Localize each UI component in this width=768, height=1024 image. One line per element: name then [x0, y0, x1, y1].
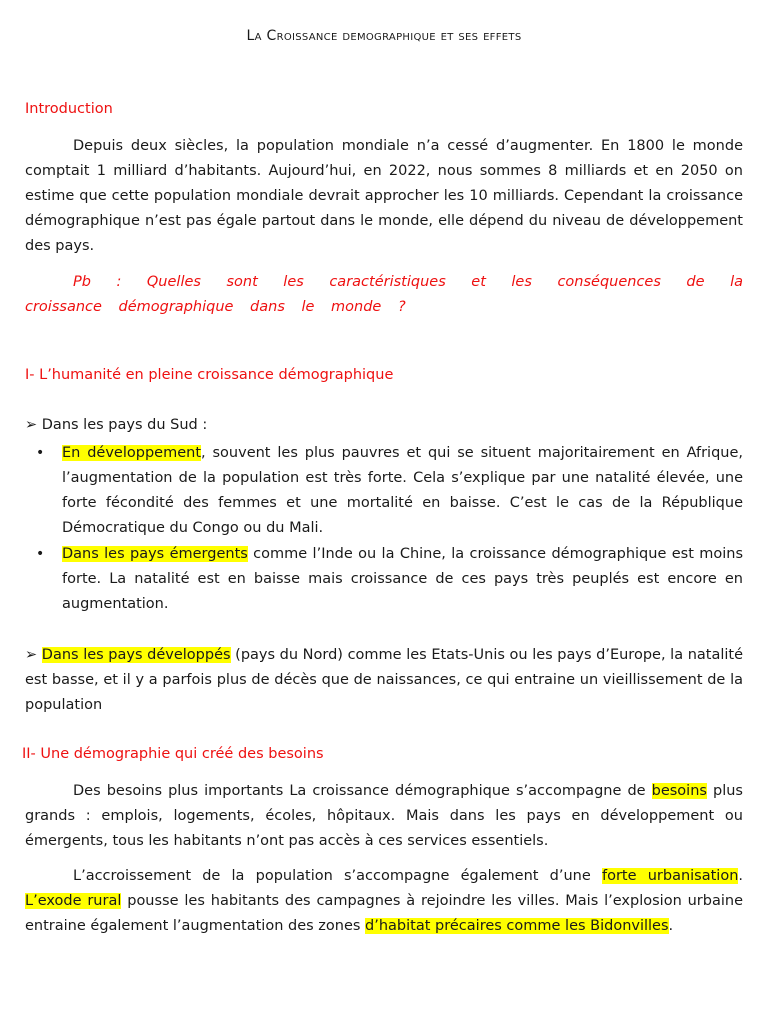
bullet-dot-icon: • — [36, 546, 45, 562]
bullet-dot-icon: • — [36, 445, 45, 461]
list-item-text: comme l’Inde ou la Chine, la croissance démographique est moins forte. La natalité est en baisse mais croissance de ces pays très peuplés est encore en augmentation. — [62, 546, 743, 612]
north-countries-text: (pays du Nord) comme les Etats-Unis ou les pays d’Europe, la natalité est basse, et il y a parfois plus de décès que de naissances, ce qui entraine un vieillissement de la population — [25, 647, 744, 713]
document-title: La Croissance demographique et ses effets — [246, 28, 522, 44]
list-item — [36, 441, 743, 541]
highlight-developing: En développement — [62, 445, 202, 461]
south-countries-line — [25, 417, 207, 433]
needs-text-after: plus grands : emplois, logements, écoles, hôpitaux. Mais dans les pays en développement ou émergents, tous les habitants n’ont pas accès à ces services essentiels. — [25, 783, 743, 849]
arrow-bullet-icon: ➢ — [25, 647, 38, 663]
section1-heading: I- L’humanité en pleine croissance démographique — [25, 367, 394, 383]
highlight-rural-exodus: L’exode rural — [25, 893, 122, 909]
north-countries-paragraph — [25, 643, 743, 718]
urbanisation-paragraph — [25, 864, 743, 939]
list-item-text: , souvent les plus pauvres et qui se situent majoritairement en Afrique, l’augmentation de la population est très forte. Cela s’explique par une natalité élevée, une forte fécondité des femmes et une mortalité en baisse. C’est le cas de la République Démocratique du Congo ou du Mali. — [62, 445, 743, 536]
highlight-developed: Dans les pays développés — [41, 647, 231, 663]
highlight-needs: besoins — [651, 783, 707, 799]
highlight-slums: d’habitat précaires comme les Bidonvilles — [365, 918, 669, 934]
list-item — [36, 542, 743, 617]
arrow-bullet-icon: ➢ — [25, 417, 38, 433]
needs-text-before: Des besoins plus importants La croissance démographique s’accompagne de — [73, 783, 652, 799]
needs-paragraph — [25, 779, 743, 854]
highlight-emerging: Dans les pays émergents — [62, 546, 248, 562]
urbanisation-text-after: . — [668, 918, 674, 934]
section2-heading: II- Une démographie qui créé des besoins — [22, 746, 324, 762]
intro-paragraph: Depuis deux siècles, la population mondiale n’a cessé d’augmenter. En 1800 le monde comptait 1 milliard d’habitants. Aujourd’hui, en 2022, nous sommes 8 milliards et en 2050 on estime que cette population mondiale devrait approcher les 10 milliards. Cependant la croissance démographique n’est pas égale partout dans le monde, elle dépend du niveau de développement des pays. — [25, 138, 743, 254]
urbanisation-text-mid2: pousse les habitants des campagnes à rejoindre les villes. Mais l’explosion urbaine entraine également l’augmentation des zones — [25, 893, 743, 934]
intro-heading: Introduction — [25, 101, 113, 117]
south-countries-label: Dans les pays du Sud : — [41, 417, 208, 433]
urbanisation-text-before: L’accroissement de la population s’accompagne également d’une — [73, 868, 602, 884]
problem-statement: Pb : Quelles sont les caractéristiques et les conséquences de la croissance démographique dans le monde ? — [25, 274, 743, 315]
highlight-urbanisation: forte urbanisation — [601, 868, 739, 884]
urbanisation-text-mid1: . — [738, 868, 743, 884]
